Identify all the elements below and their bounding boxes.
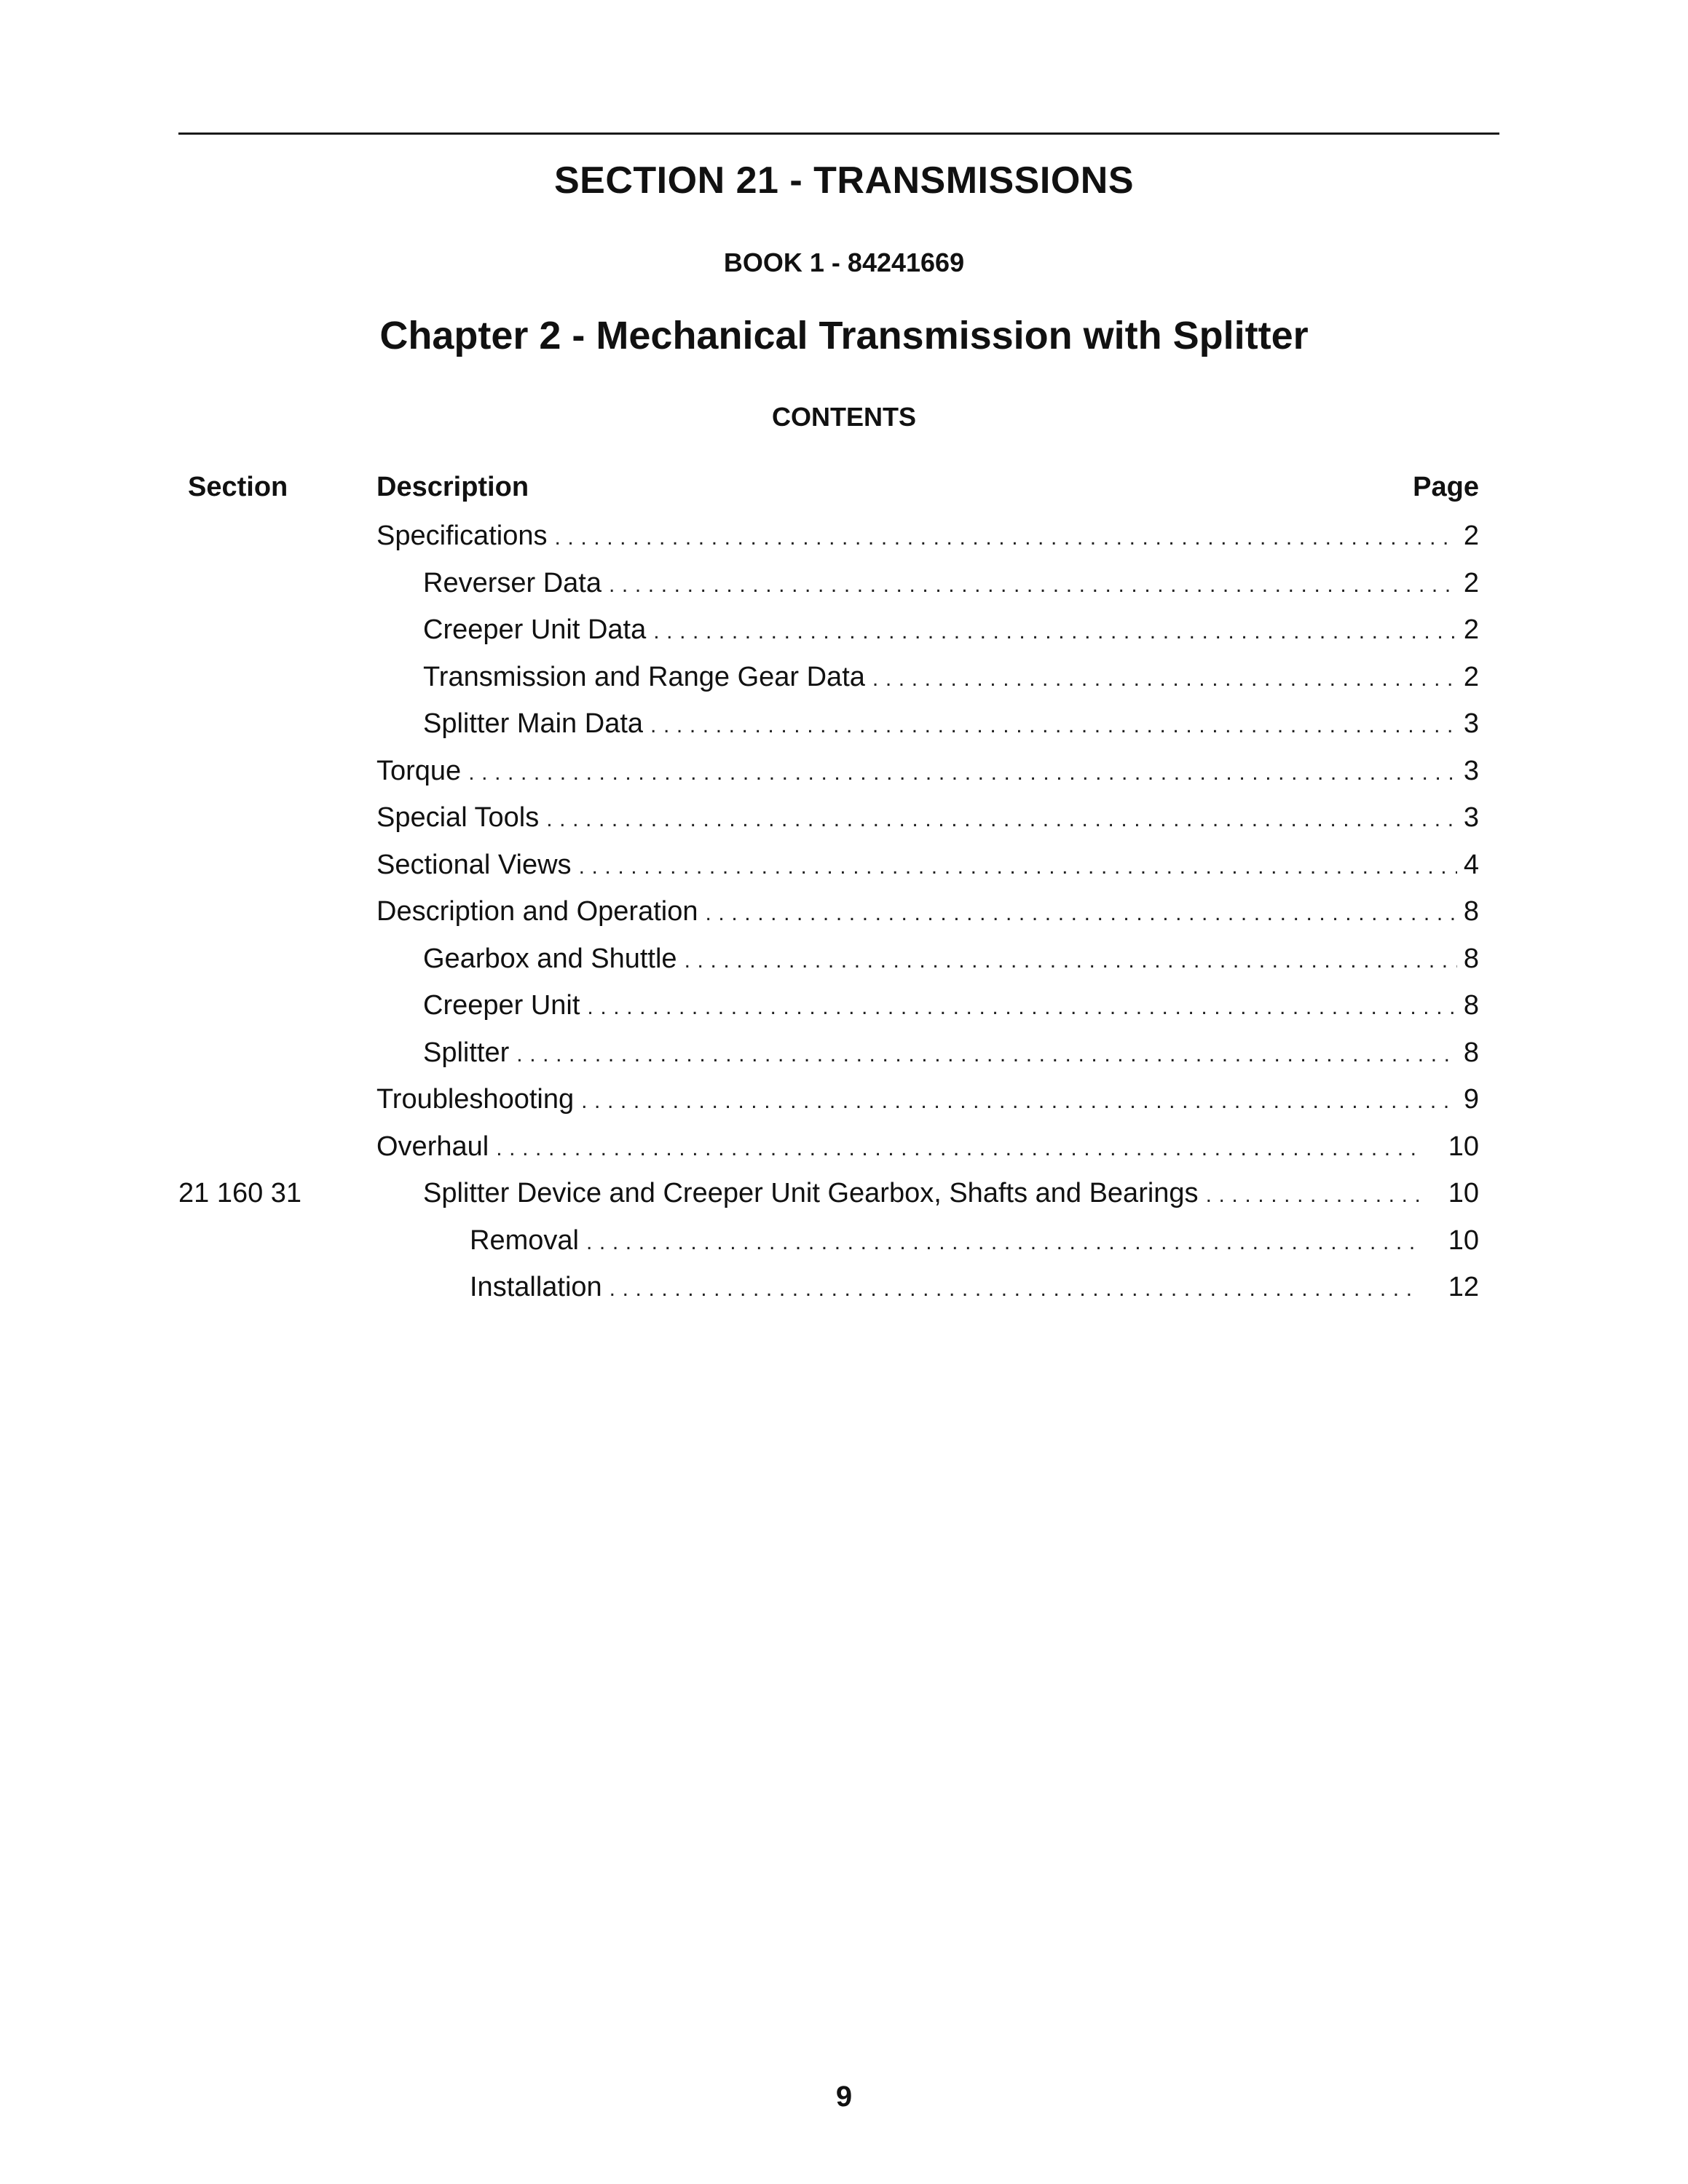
column-header-description: Description [376,472,529,502]
toc-entry[interactable] [376,1076,1479,1125]
toc-entry[interactable] [376,513,1479,562]
toc-entry-page: 10 [1448,1224,1479,1256]
toc-entry[interactable] [423,1029,1479,1079]
toc-row [0,1123,1688,1171]
toc-entry[interactable] [376,888,1479,938]
dot-leader [685,938,1457,985]
toc-entry-page: 9 [1463,1084,1479,1115]
toc-row [0,794,1688,842]
contents-heading: CONTENTS [772,402,916,432]
toc-entry[interactable] [423,935,1479,985]
toc-entry-label: Reverser Data [423,567,602,598]
toc-row [0,560,1688,607]
toc-entry-label: Description and Operation [376,896,698,927]
toc-entry-label: Transmission and Range Gear Data [423,661,865,692]
toc-entry-label: Gearbox and Shuttle [423,943,677,974]
section-title: SECTION 21 - TRANSMISSIONS [554,159,1134,202]
column-header-page: Page [1413,472,1479,502]
toc-entry-page: 12 [1448,1272,1479,1302]
dot-leader [610,1266,1419,1313]
dot-leader [581,1078,1457,1125]
chapter-title: Chapter 2 - Mechanical Transmission with Splitter [379,314,1309,357]
toc-entry[interactable] [423,700,1479,750]
toc-entry[interactable] [470,1217,1479,1267]
toc-entry[interactable] [376,748,1479,797]
toc-entry-page: 2 [1463,614,1479,645]
toc-entry-page: 8 [1463,990,1479,1021]
table-of-contents [0,513,1688,1311]
toc-entry-label: Troubleshooting [376,1084,575,1115]
toc-entry-label: Installation [470,1272,602,1302]
dot-leader [587,984,1457,1032]
toc-entry[interactable] [376,842,1479,891]
toc-entry-page: 8 [1463,943,1479,974]
toc-row [0,748,1688,795]
toc-entry[interactable] [423,654,1479,703]
toc-entry-label: Creeper Unit [423,990,580,1021]
toc-entry[interactable] [376,794,1479,844]
toc-row [0,513,1688,560]
toc-row [0,1264,1688,1311]
dot-leader [705,890,1457,938]
column-header-section: Section [188,472,288,502]
dot-leader [579,844,1457,891]
toc-entry-page: 10 [1448,1178,1479,1208]
top-rule [178,132,1499,135]
dot-leader [1206,1172,1419,1219]
toc-entry-page: 2 [1463,567,1479,598]
dot-leader [609,562,1457,609]
toc-entry-label: Sectional Views [376,849,572,880]
toc-row [0,982,1688,1029]
toc-row [0,935,1688,983]
toc-entry-page: 3 [1463,708,1479,739]
dot-leader [653,609,1457,656]
dot-leader [468,750,1457,797]
toc-entry-label: Splitter Main Data [423,708,644,739]
toc-entry[interactable] [470,1264,1479,1313]
toc-row [0,1170,1688,1217]
toc-row [0,1076,1688,1123]
toc-row [0,1217,1688,1265]
toc-entry[interactable] [423,606,1479,656]
toc-entry-label: Specifications [376,521,548,551]
toc-row [0,654,1688,701]
toc-entry-page: 4 [1463,849,1479,880]
dot-leader [546,796,1457,844]
dot-leader [496,1125,1419,1173]
toc-entry-page: 3 [1463,755,1479,786]
toc-entry-label: Overhaul [376,1131,489,1162]
toc-entry-page: 3 [1463,802,1479,833]
toc-entry[interactable] [423,1170,1479,1219]
toc-entry-label: Splitter [423,1037,510,1068]
toc-entry-page: 2 [1463,661,1479,692]
toc-entry[interactable] [423,560,1479,609]
toc-row [0,700,1688,748]
dot-leader [586,1219,1419,1267]
toc-entry-label: Splitter Device and Creeper Unit Gearbox, Shafts and Bearings [423,1178,1199,1208]
toc-entry-label: Creeper Unit Data [423,614,647,645]
page-number: 9 [835,2081,853,2113]
dot-leader [516,1032,1457,1079]
dot-leader [650,703,1457,750]
toc-entry-page: 2 [1463,521,1479,551]
toc-entry-page: 8 [1463,896,1479,927]
toc-entry-label: Removal [470,1224,579,1256]
book-number: BOOK 1 - 84241669 [723,248,965,277]
toc-row [0,606,1688,654]
toc-section-code: 21 160 31 [178,1178,302,1208]
toc-entry-label: Torque [376,755,462,786]
dot-leader [554,515,1457,562]
toc-entry[interactable] [376,1123,1479,1173]
toc-entry-page: 10 [1448,1131,1479,1162]
toc-row [0,888,1688,935]
toc-entry-page: 8 [1463,1037,1479,1068]
toc-entry[interactable] [423,982,1479,1032]
toc-row [0,1029,1688,1077]
toc-entry-label: Special Tools [376,802,540,833]
dot-leader [872,656,1457,703]
toc-row [0,842,1688,889]
